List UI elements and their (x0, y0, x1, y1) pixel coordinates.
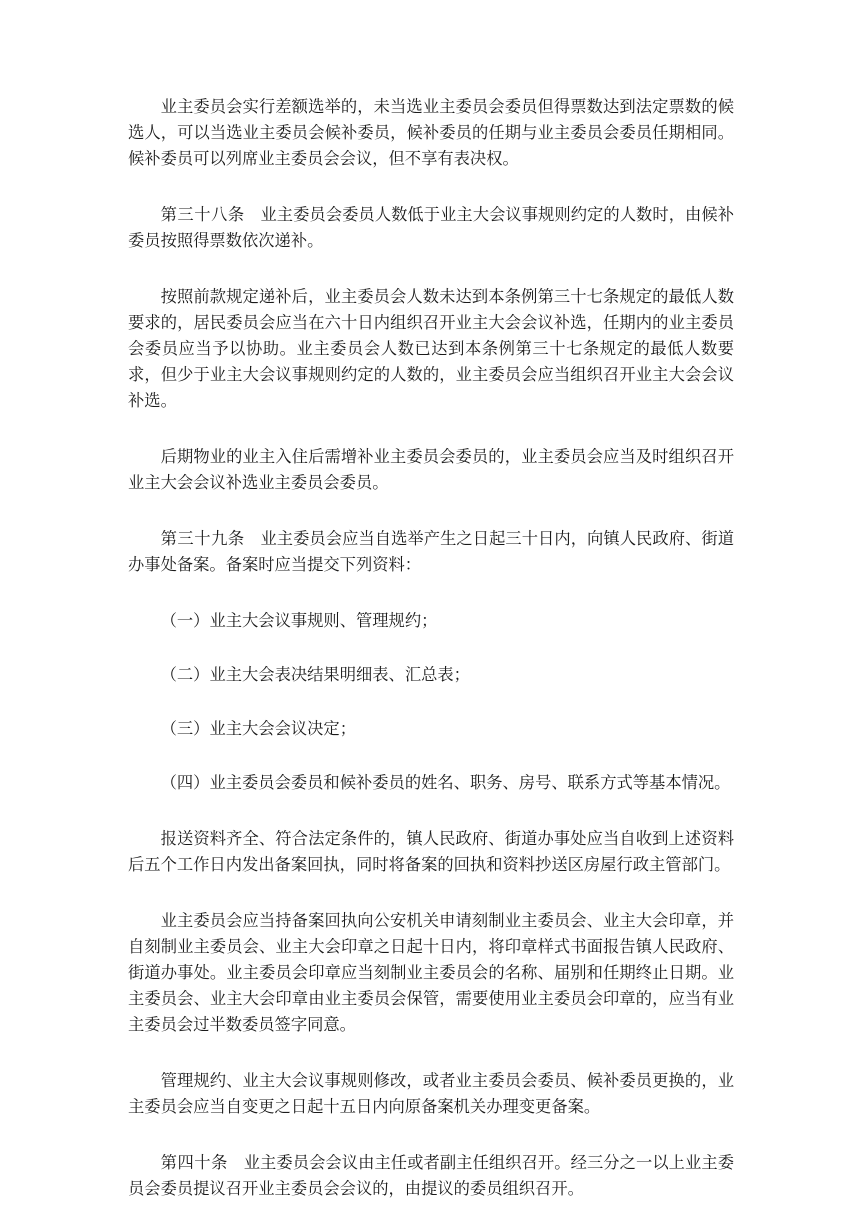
list-item (128, 716, 734, 742)
article-number: 第三十九条 (160, 529, 245, 548)
list-item (128, 608, 734, 634)
paragraph-text: 后期物业的业主入住后需增补业主委员会委员的，业主委员会应当及时组织召开业主大会会议补选业主委员会委员。 (128, 447, 734, 492)
article-number: 第三十八条 (160, 205, 245, 224)
list-item-text: （三）业主大会会议决定； (160, 719, 356, 738)
article-paragraph (128, 202, 734, 254)
document-body (128, 94, 734, 1232)
list-item-text: （二）业主大会表决结果明细表、汇总表； (160, 665, 470, 684)
paragraph (128, 908, 734, 1038)
paragraph-text: 管理规约、业主大会议事规则修改，或者业主委员会委员、候补委员更换的，业主委员会应当自变更之日起十五日内向原备案机关办理变更备案。 (128, 1071, 734, 1116)
paragraph (128, 826, 734, 878)
article-paragraph (128, 1150, 734, 1202)
paragraph (128, 1068, 734, 1120)
paragraph-text: 业主委员会实行差额选举的，未当选业主委员会委员但得票数达到法定票数的候选人，可以当选业主委员会候补委员，候补委员的任期与业主委员会委员任期相同。候补委员可以列席业主委员会会议，但不享有表决权。 (128, 97, 734, 168)
article-number: 第四十条 (160, 1153, 228, 1172)
paragraph-text: 业主委员会委员人数低于业主大会议事规则约定的人数时，由候补委员按照得票数依次递补。 (128, 205, 734, 250)
list-item (128, 770, 734, 796)
paragraph-text: 按照前款规定递补后，业主委员会人数未达到本条例第三十七条规定的最低人数要求的，居民委员会应当在六十日内组织召开业主大会会议补选，任期内的业主委员会委员应当予以协助。业主委员会人数已达到本条例第三十七条规定的最低人数要求，但少于业主大会议事规则约定的人数的，业主委员会应当组织召开业主大会会议补选。 (128, 287, 734, 410)
paragraph-text: 业主委员会应当自选举产生之日起三十日内，向镇人民政府、街道办事处备案。备案时应当提交下列资料： (128, 529, 734, 574)
paragraph (128, 284, 734, 414)
list-item (128, 662, 734, 688)
paragraph-text: 报送资料齐全、符合法定条件的，镇人民政府、街道办事处应当自收到上述资料后五个工作日内发出备案回执，同时将备案的回执和资料抄送区房屋行政主管部门。 (128, 829, 734, 874)
paragraph-text: 业主委员会应当持备案回执向公安机关申请刻制业主委员会、业主大会印章，并自刻制业主委员会、业主大会印章之日起十日内，将印章样式书面报告镇人民政府、街道办事处。业主委员会印章应当刻制业主委员会的名称、届别和任期终止日期。业主委员会、业主大会印章由业主委员会保管，需要使用业主委员会印章的，应当有业主委员会过半数委员签字同意。 (128, 911, 734, 1034)
paragraph (128, 444, 734, 496)
article-paragraph (128, 526, 734, 578)
list-item-text: （四）业主委员会委员和候补委员的姓名、职务、房号、联系方式等基本情况。 (160, 773, 731, 792)
paragraph (128, 94, 734, 172)
paragraph-text: 业主委员会会议由主任或者副主任组织召开。经三分之一以上业主委员会委员提议召开业主委员会会议的，由提议的委员组织召开。 (128, 1153, 734, 1198)
list-item-text: （一）业主大会议事规则、管理规约； (160, 611, 438, 630)
